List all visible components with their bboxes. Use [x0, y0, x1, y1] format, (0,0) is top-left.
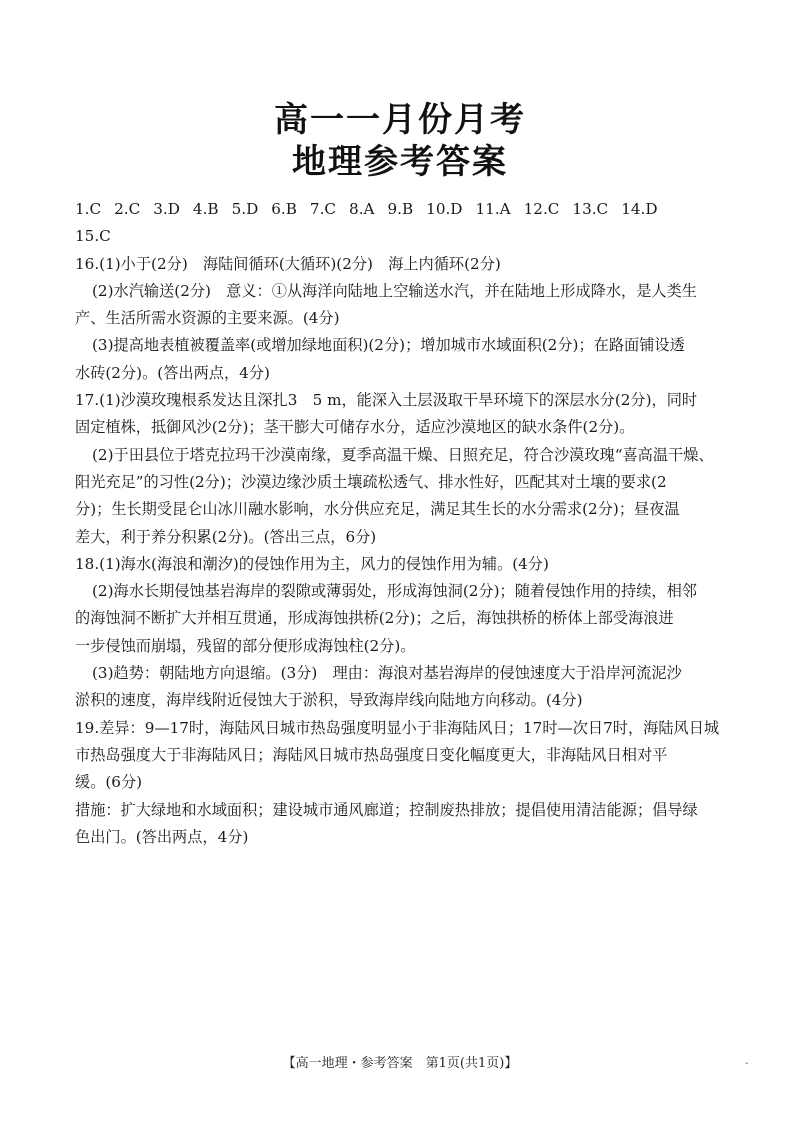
multiple-choice-answers [75, 196, 735, 223]
q19-line: 缓。(6分) [75, 773, 143, 792]
mc-answer: 13.C [572, 200, 609, 218]
mc-answer-line-2: 15.C [75, 227, 111, 246]
q18-line: (3)趋势：朝陆地方向退缩。(3分) 理由：海浪对基岩海岸的侵蚀速度大于沿岸河流泥沙 [92, 664, 682, 683]
page-footer: 【高一地理・参考答案 第1页(共1页)】 [282, 1056, 518, 1071]
q16-line: (3)提高地表植被覆盖率(或增加绿地面积)(2分)；增加城市水域面积(2分)；在路面铺设透 [92, 336, 685, 355]
page-title: 高一一月份月考 [274, 100, 526, 140]
mc-answer: 8.A [349, 200, 375, 218]
mc-answer: 3.D [153, 200, 180, 218]
q17-line: 17.(1)沙漠玫瑰根系发达且深扎3 5 m，能深入土层汲取干旱环境下的深层水分(2分)，同时 [75, 391, 698, 410]
mc-answer: 1.C [75, 200, 102, 218]
page-subtitle: 地理参考答案 [292, 142, 508, 182]
q19-line: 19.差异：9—17时，海陆风日城市热岛强度明显小于非海陆风日；17时—次日7时，海陆风日城 [75, 718, 720, 737]
mc-answer: 4.B [192, 200, 219, 218]
q18-line: 18.(1)海水(海浪和潮汐)的侵蚀作用为主，风力的侵蚀作用为辅。(4分) [75, 554, 549, 573]
q18-line: 淤积的速度，海岸线附近侵蚀大于淤积，导致海岸线向陆地方向移动。(4分) [75, 691, 583, 710]
q17-line: 差大，利于养分积累(2分)。(答出三点，6分) [75, 527, 377, 546]
mc-answer: 2.C [114, 200, 141, 218]
q18-line: (2)海水长期侵蚀基岩海岸的裂隙或薄弱处，形成海蚀洞(2分)；随着侵蚀作用的持续，相邻 [92, 582, 697, 601]
mc-answer: 12.C [523, 200, 560, 218]
q17-line: 固定植株，抵御风沙(2分)；茎干膨大可储存水分，适应沙漠地区的缺水条件(2分)。 [75, 418, 635, 437]
q19-line: 市热岛强度大于非海陆风日；海陆风日城市热岛强度日变化幅度更大，非海陆风日相对平 [75, 745, 668, 764]
q18-line: 一步侵蚀而崩塌，残留的部分便形成海蚀柱(2分)。 [75, 636, 416, 655]
mc-answer: 7.C [309, 200, 337, 218]
q19-line: 色出门。(答出两点，4分) [75, 827, 249, 846]
corner-mark: - [735, 1058, 749, 1069]
mc-answer: 9.B [387, 200, 414, 218]
mc-answer: 10.D [426, 200, 463, 218]
q17-line: (2)于田县位于塔克拉玛干沙漠南缘，夏季高温干燥、日照充足，符合沙漠玫瑰“喜高温干燥、 [92, 445, 714, 464]
mc-answer: 11.A [475, 200, 511, 218]
answer-body [75, 196, 735, 851]
q17-line: 阳光充足”的习性(2分)；沙漠边缘沙质土壤疏松透气、排水性好，匹配其对土壤的要求(2 [75, 472, 667, 491]
q18-line: 的海蚀洞不断扩大并相互贯通，形成海蚀拱桥(2分)；之后，海蚀拱桥的桥体上部受海浪进 [75, 609, 674, 628]
q16-line: 水砖(2分)。(答出两点，4分) [75, 363, 270, 382]
mc-answer: 5.D [231, 200, 259, 218]
mc-answer: 6.B [271, 200, 297, 218]
q19-line: 措施：扩大绿地和水域面积；建设城市通风廊道；控制废热排放；提倡使用清洁能源；倡导绿 [75, 800, 698, 819]
q16-line: 产、生活所需水资源的主要来源。(4分) [75, 309, 340, 328]
q17-line: 分)；生长期受昆仑山冰川融水影响，水分供应充足，满足其生长的水分需求(2分)；昼夜温 [75, 500, 680, 519]
q16-line: 16.(1)小于(2分) 海陆间循环(大循环)(2分) 海上内循环(2分) [75, 254, 501, 273]
mc-answer: 14.D [621, 200, 658, 218]
q16-line: (2)水汽输送(2分) 意义：①从海洋向陆地上空输送水汽，并在陆地上形成降水，是人类生 [92, 281, 697, 300]
